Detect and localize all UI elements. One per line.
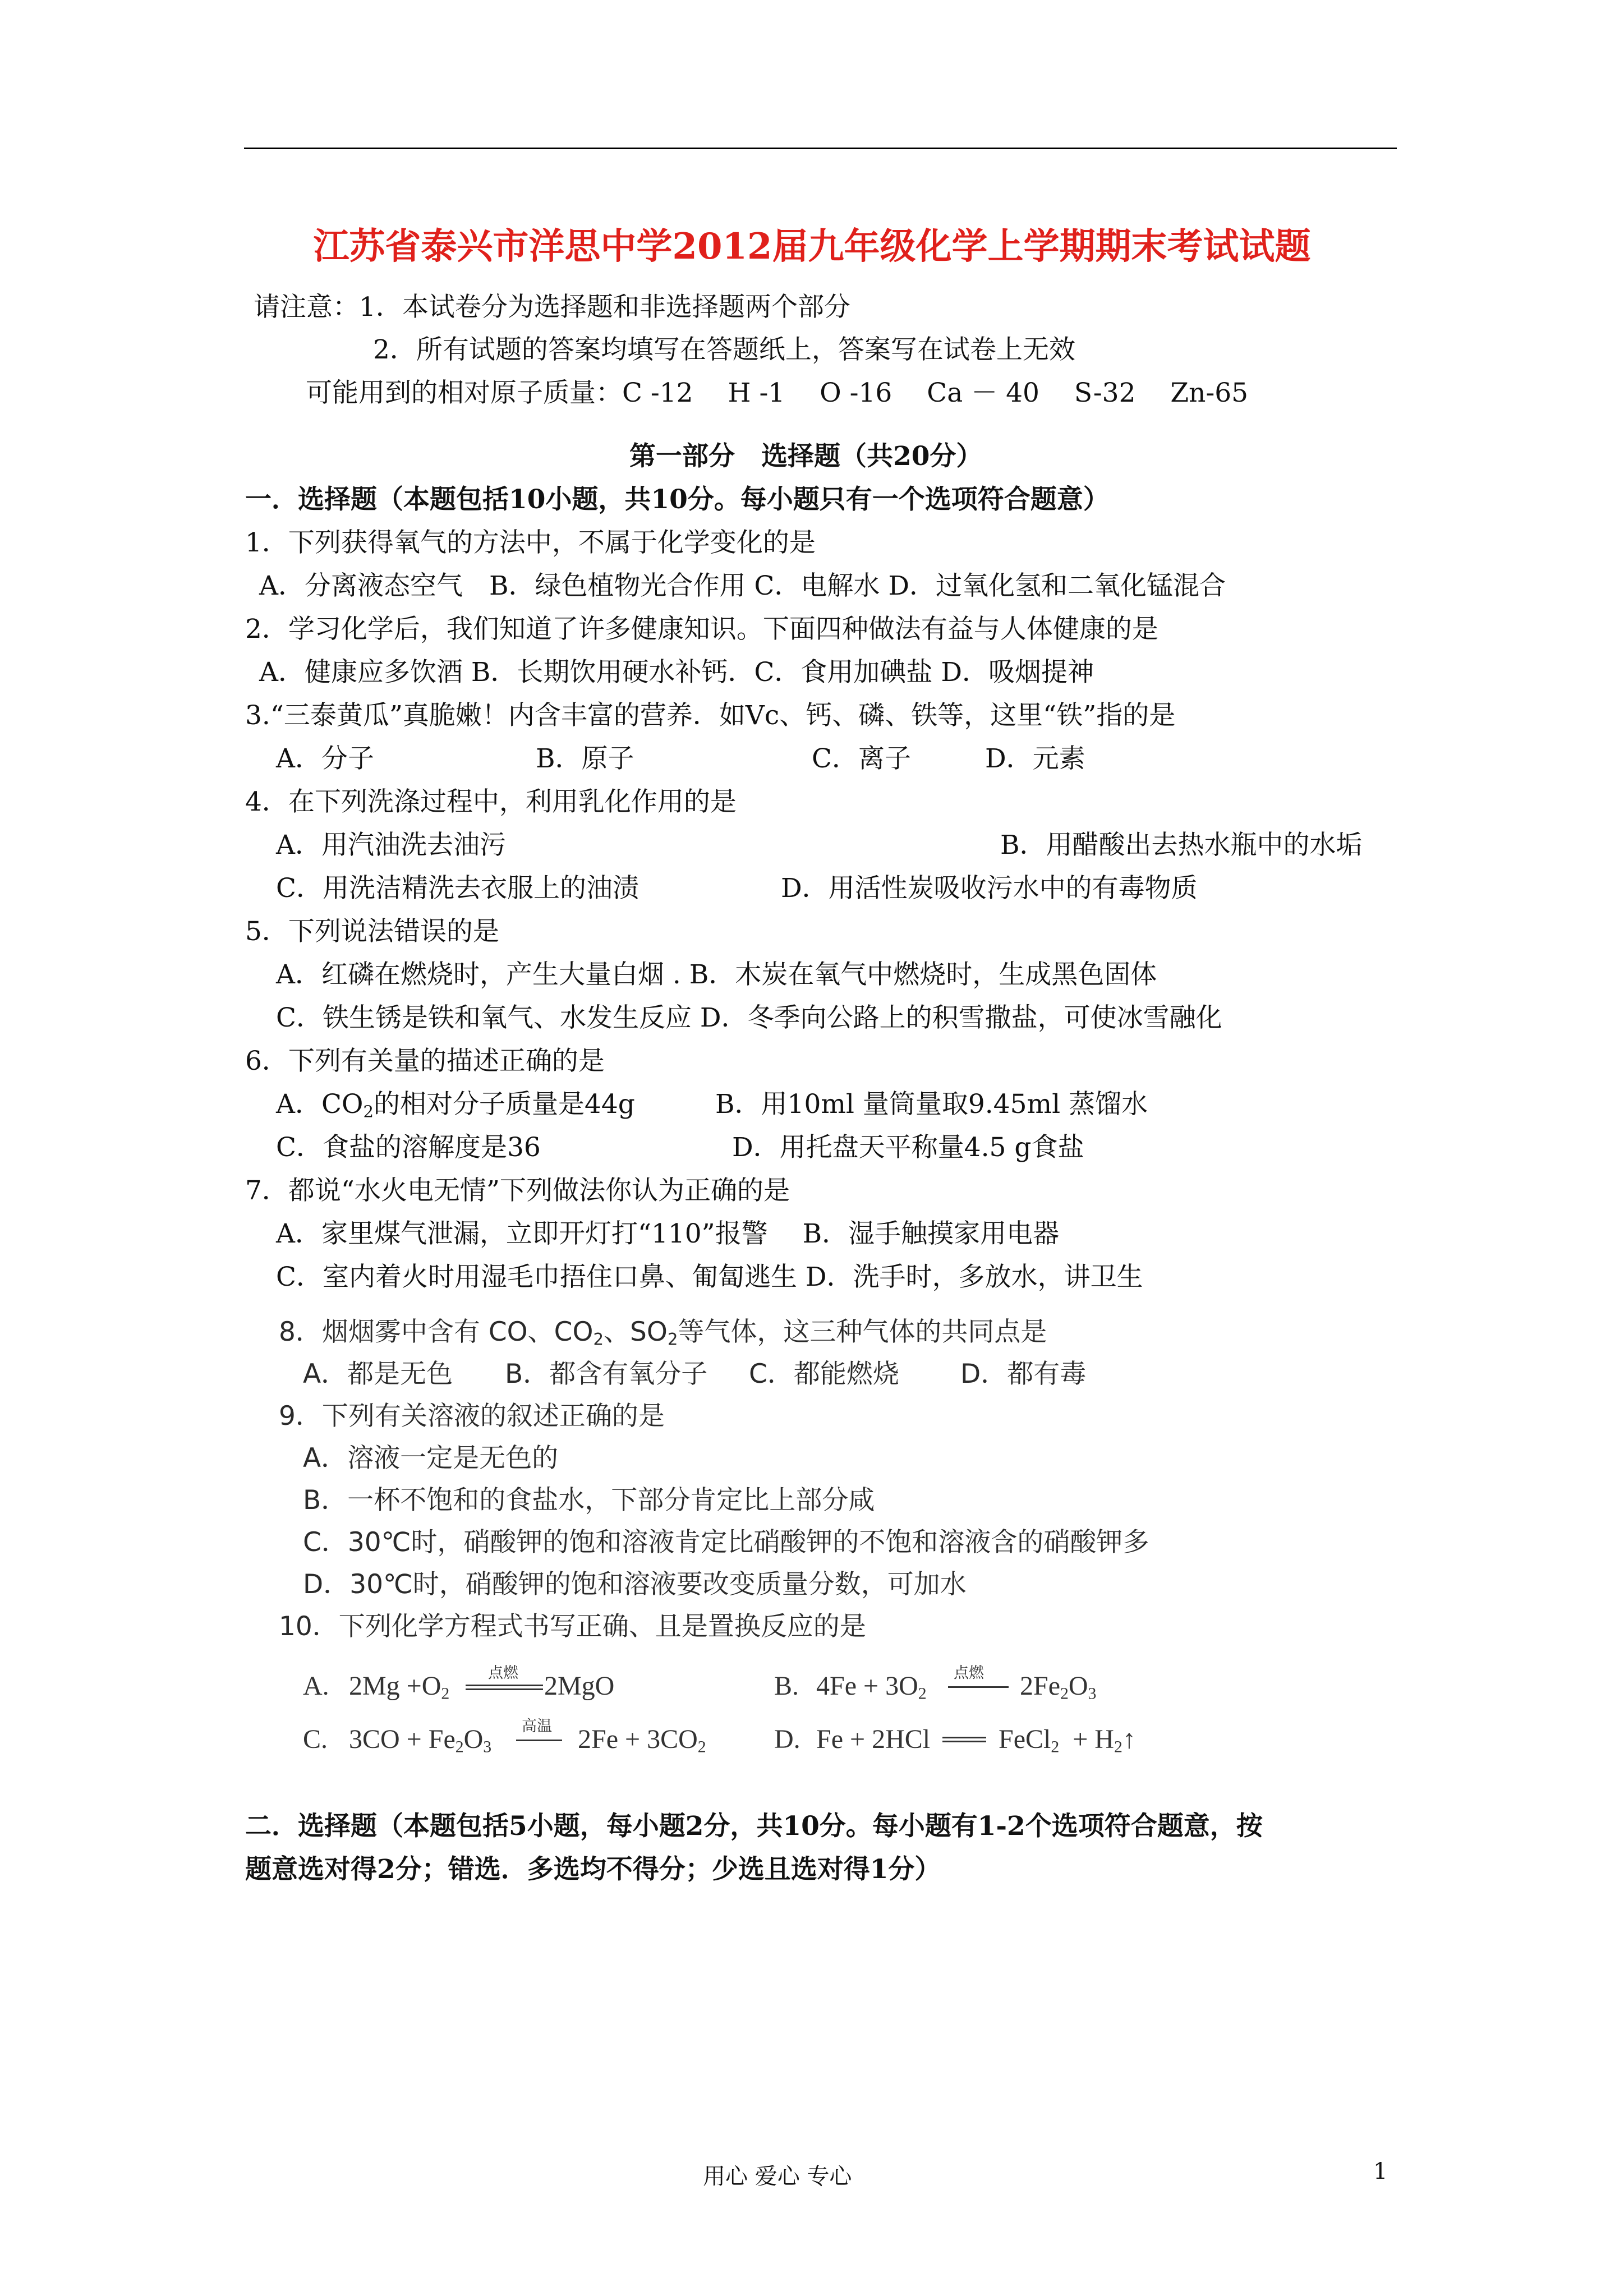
- q10-a-equals: [466, 1685, 543, 1690]
- q5-options-cd: C．铁生锈是铁和氧气、水发生反应 D．冬季向公路上的积雪撒盐，可使冰雪融化: [276, 1002, 1222, 1033]
- q10-d-equals: [942, 1737, 986, 1742]
- q10-d-reactants: Fe + 2HCl: [816, 1724, 931, 1754]
- q10-c-reactants: $3CO + Fe_2O_3$: [349, 1724, 492, 1756]
- q10-b-label: B.: [774, 1671, 799, 1701]
- q3-option-b: B．原子: [536, 743, 634, 774]
- q9-option-d: D．30℃时，硝酸钾的饱和溶液要改变质量分数，可加水: [303, 1569, 967, 1600]
- q9-option-a: A．溶液一定是无色的: [303, 1443, 559, 1474]
- q3-stem: 3.“三泰黄瓜”真脆嫩！内含丰富的营养．如Vc、钙、磷、铁等，这里“铁”指的是: [245, 700, 1176, 731]
- q7-options-cd: C．室内着火时用湿毛巾捂住口鼻、匍匐逃生 D．洗手时，多放水，讲卫生: [276, 1262, 1143, 1292]
- atomic-mass-line: 可能用到的相对原子质量：C -12 H -1 O -16 Ca － 40 S-32 Zn-65: [306, 378, 1249, 408]
- section2-heading-line-1: 二．选择题（本题包括5小题，每小题2分，共10分。每小题有1-2个选项符合题意，按: [245, 1811, 1263, 1842]
- q10-a-products: 2MgO: [544, 1671, 615, 1701]
- q10-b-reactants: $4Fe + 3O_2$: [816, 1671, 927, 1703]
- q6-option-a: A．$CO_2$的相对分子质量是44g: [276, 1089, 635, 1121]
- section1-heading: 一．选择题（本题包括10小题，共10分。每小题只有一个选项符合题意）: [245, 484, 1110, 515]
- q3-option-a: A．分子: [276, 743, 374, 774]
- q10-c-products: $2Fe + 3CO_2$: [578, 1724, 706, 1756]
- q10-stem: 10．下列化学方程式书写正确、且是置换反应的是: [279, 1611, 866, 1642]
- q10-b-condition: 点燃: [954, 1664, 984, 1682]
- q6-option-d: D．用托盘天平称量4.5 g食盐: [732, 1132, 1084, 1163]
- q10-c-label: C.: [303, 1724, 328, 1754]
- q10-b-products: $2Fe_2O_3$: [1020, 1671, 1097, 1703]
- q7-options-ab: A．家里煤气泄漏，立即开灯打“110”报警 B．湿手触摸家用电器: [276, 1218, 1060, 1249]
- q8-option-d: D．都有毒: [960, 1359, 1087, 1389]
- q10-b-line: [948, 1686, 1009, 1688]
- q10-a-condition: 点燃: [488, 1664, 518, 1682]
- q9-option-c: C．30℃时，硝酸钾的饱和溶液肯定比硝酸钾的不饱和溶液含的硝酸钾多: [303, 1527, 1149, 1558]
- q4-option-c: C．用洗洁精洗去衣服上的油渍: [276, 873, 639, 904]
- q4-option-b: B．用醋酸出去热水瓶中的水垢: [1000, 830, 1363, 861]
- q5-options-ab: A．红磷在燃烧时，产生大量白烟 . B．木炭在氧气中燃烧时，生成黑色固体: [276, 959, 1157, 990]
- q10-a-label: A.: [303, 1671, 329, 1701]
- q10-d-products: FeCl$_2$ + $H_2↑$: [999, 1724, 1136, 1756]
- q1-stem: 1．下列获得氧气的方法中，不属于化学变化的是: [245, 527, 816, 558]
- q10-d-label: D.: [774, 1724, 801, 1754]
- q10-c-condition: 高温: [522, 1718, 552, 1735]
- footer-slogan: 用心 爱心 专心: [703, 2164, 852, 2189]
- q3-option-c: C．离子: [812, 743, 911, 774]
- q8-option-a: A．都是无色: [303, 1359, 453, 1389]
- q4-stem: 4．在下列洗涤过程中，利用乳化作用的是: [245, 786, 737, 817]
- q2-stem: 2．学习化学后，我们知道了许多健康知识。下面四种做法有益与人体健康的是: [245, 614, 1158, 645]
- q8-stem: 8．烟烟雾中含有 CO、$CO_2$、$SO_2$等气体，这三种气体的共同点是: [279, 1317, 1047, 1349]
- q10-a-reactants: $2Mg +O_2$: [349, 1671, 450, 1703]
- notice-line-1: 请注意：1．本试卷分为选择题和非选择题两个部分: [254, 292, 850, 323]
- notice-line-2: 2．所有试题的答案均填写在答题纸上，答案写在试卷上无效: [373, 334, 1075, 365]
- q6-stem: 6．下列有关量的描述正确的是: [245, 1046, 605, 1076]
- q5-stem: 5．下列说法错误的是: [245, 916, 499, 947]
- q7-stem: 7．都说“水火电无情”下列做法你认为正确的是: [245, 1175, 790, 1206]
- page-number: 1: [1373, 2159, 1388, 2184]
- q2-options: A．健康应多饮酒 B．长期饮用硬水补钙．C．食用加碘盐 D．吸烟提神: [259, 657, 1094, 688]
- q4-option-a: A．用汽油洗去油污: [276, 830, 506, 861]
- part1-heading: 第一部分 选择题（共20分）: [629, 441, 983, 472]
- q9-stem: 9．下列有关溶液的叙述正确的是: [279, 1401, 665, 1432]
- page-title: 江苏省泰兴市洋思中学2012届九年级化学上学期期末考试试题: [313, 226, 1311, 268]
- q8-option-b: B．都含有氧分子: [505, 1359, 708, 1389]
- q8-option-c: C．都能燃烧: [749, 1359, 899, 1389]
- q6-option-c: C．食盐的溶解度是36: [276, 1132, 541, 1163]
- header-rule: [244, 148, 1397, 149]
- q1-options: A．分离液态空气 B．绿色植物光合作用 C．电解水 D．过氧化氢和二氧化锰混合: [259, 570, 1226, 601]
- q4-option-d: D．用活性炭吸收污水中的有毒物质: [781, 873, 1198, 904]
- section2-heading-line-2: 题意选对得2分；错选．多选均不得分；少选且选对得1分）: [245, 1854, 941, 1885]
- q10-c-line: [516, 1740, 562, 1741]
- q6-option-b: B．用10ml 量筒量取9.45ml 蒸馏水: [715, 1089, 1148, 1120]
- q3-option-d: D．元素: [985, 743, 1085, 774]
- q9-option-b: B．一杯不饱和的食盐水，下部分肯定比上部分咸: [303, 1485, 875, 1516]
